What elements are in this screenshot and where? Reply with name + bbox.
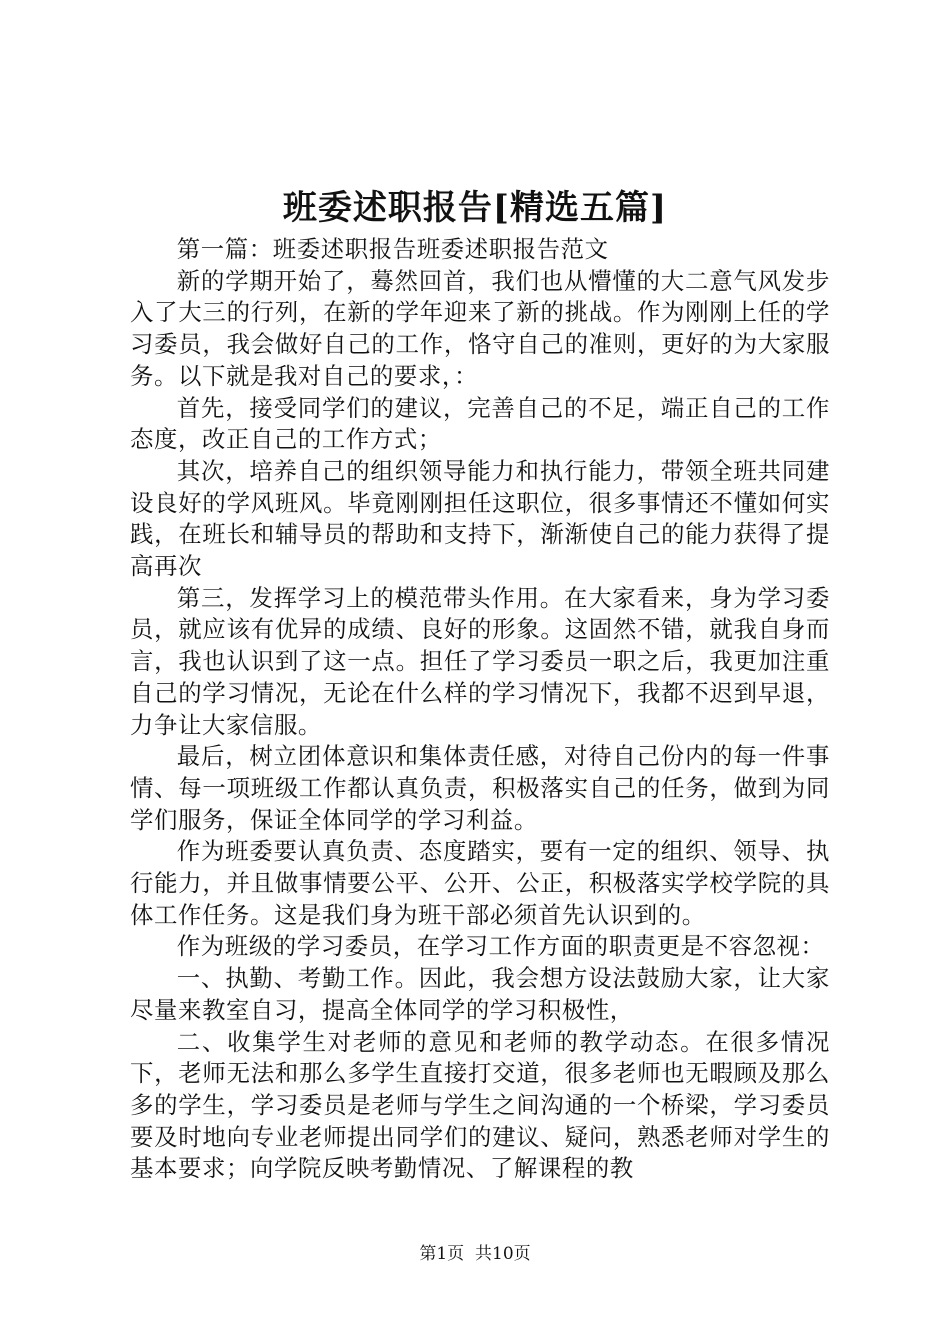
page-number-total: 共10页: [475, 1244, 531, 1264]
paragraph: 二、收集学生对老师的意见和老师的教学动态。在很多情况下，老师无法和那么多学生直接打交道，很多老师也无暇顾及那么多的学生，学习委员是老师与学生之间沟通的一个桥梁，学习委员要及时地向专业老师提出同学们的建议、疑问，熟悉老师对学生的基本要求；向学院反映考勤情况、了解课程的教: [130, 1027, 830, 1183]
paragraph: 一、执勤、考勤工作。因此，我会想方设法鼓励大家，让大家尽量来教室自习，提高全体同学的学习积极性，: [130, 964, 830, 1024]
paragraph: 最后，树立团体意识和集体责任感，对待自己份内的每一件事情、每一项班级工作都认真负责，积极落实自己的任务，做到为同学们服务，保证全体同学的学习利益。: [130, 742, 830, 834]
document-title: 班委述职报告[精选五篇]: [282, 188, 668, 228]
paragraph: 作为班级的学习委员，在学习工作方面的职责更是不容忽视：: [176, 932, 825, 961]
paragraph: 第一篇：班委述职报告班委述职报告范文: [176, 235, 609, 263]
page-number-current: 第1页: [419, 1244, 465, 1264]
page-footer: [0, 1242, 950, 1266]
paragraph: 作为班委要认真负责、态度踏实，要有一定的组织、领导、执行能力，并且做事情要公平、公开、公正，积极落实学校学院的具体工作任务。这是我们身为班干部必须首先认识到的。: [130, 837, 830, 929]
document-body: [130, 234, 830, 1185]
paragraph: 第三，发挥学习上的模范带头作用。在大家看来，身为学习委员，就应该有优异的成绩、良好的形象。这固然不错，就我自身而言，我也认识到了这一点。担任了学习委员一职之后，我更加注重自己的学习情况，无论在什么样的学习情况下，我都不迟到早退，力争让大家信服。: [130, 583, 830, 739]
paragraph: 其次，培养自己的组织领导能力和执行能力，带领全班共同建设良好的学风班风。毕竟刚刚担任这职位，很多事情还不懂如何实践，在班长和辅导员的帮助和支持下，渐渐使自己的能力获得了提高再次: [130, 456, 830, 581]
paragraph: 新的学期开始了，蓦然回首，我们也从懵懂的大二意气风发步入了大三的行列，在新的学年迎来了新的挑战。作为刚刚上任的学习委员，我会做好自己的工作，恪守自己的准则，更好的为大家服务。以下就是我对自己的要求，：: [130, 266, 830, 390]
paragraph: 首先，接受同学们的建议，完善自己的不足，端正自己的工作态度，改正自己的工作方式；: [130, 393, 830, 454]
